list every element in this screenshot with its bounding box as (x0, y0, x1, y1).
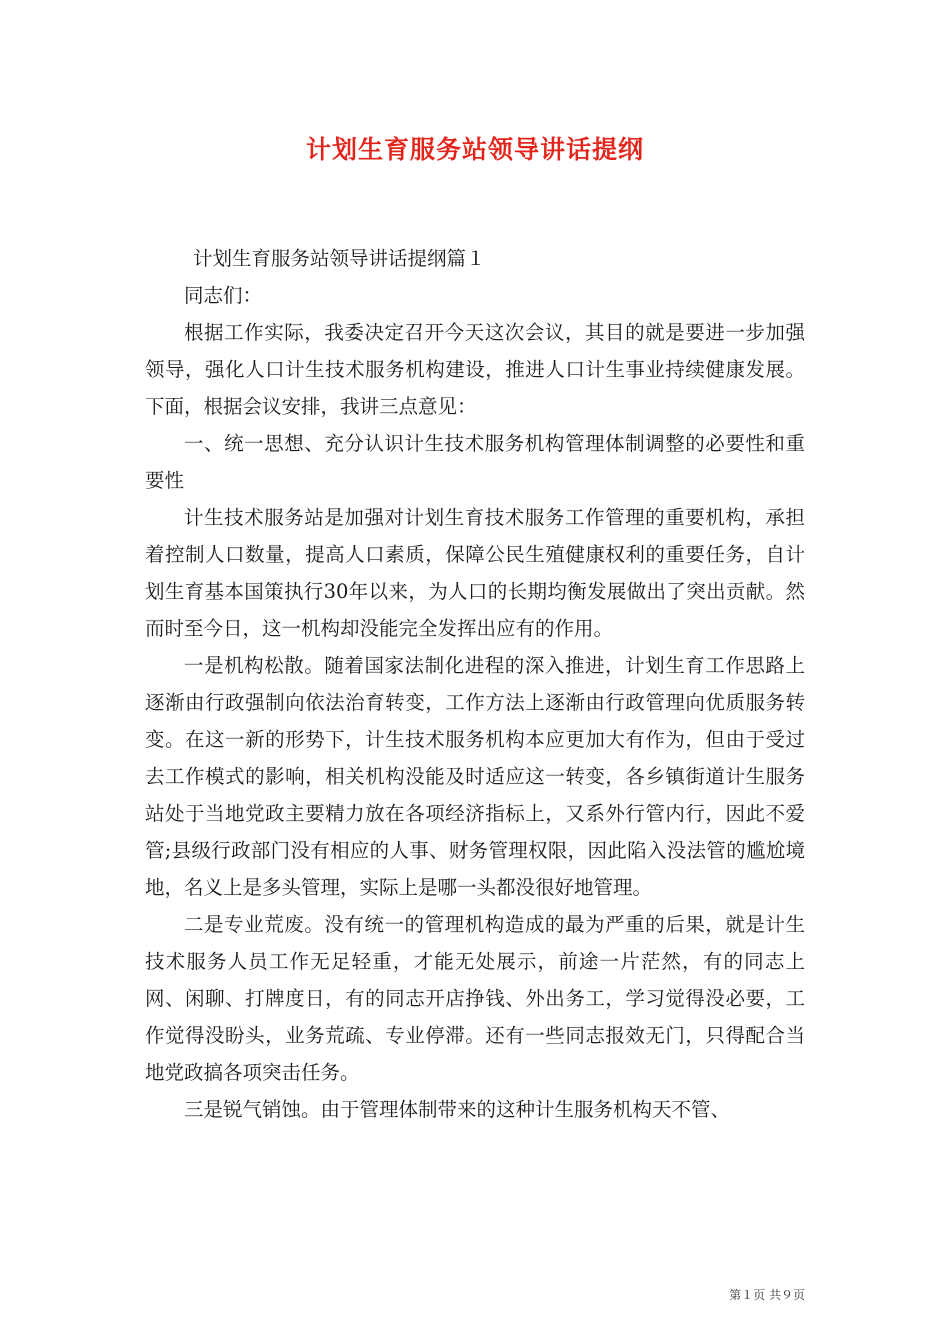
paragraph: 计生技术服务站是加强对计划生育技术服务工作管理的重要机构，承担着控制人口数量，提高人口素质，保障公民生殖健康权利的重要任务，自计划生育基本国策执行30年以来，为人口的长期均衡发展做出了突出贡献。然而时至今日，这一机构却没能完全发挥出应有的作用。 (145, 506, 805, 640)
paragraph: 一是机构松散。随着国家法制化进程的深入推进，计划生育工作思路上逐渐由行政强制向依法治育转变，工作方法上逐渐由行政管理向优质服务转变。在这一新的形势下，计生技术服务机构本应更加大有作为，但由于受过去工作模式的影响，相关机构没能及时适应这一转变，各乡镇街道计生服务站处于当地党政主要精力放在各项经济指标上，又系外行管内行，因此不爱管;县级行政部门没有相应的人事、财务管理权限，因此陷入没法管的尴尬境地，名义上是多头管理，实际上是哪一头都没很好地管理。 (145, 654, 805, 899)
paragraph: 二是专业荒废。没有统一的管理机构造成的最为严重的后果，就是计生技术服务人员工作无足轻重，才能无处展示，前途一片茫然，有的同志上网、闲聊、打牌度日，有的同志开店挣钱、外出务工，学习觉得没必要，工作觉得没盼头，业务荒疏、专业停滞。还有一些同志报效无门，只得配合当地党政搞各项突击任务。 (145, 913, 805, 1084)
section-heading: 一、统一思想、充分认识计生技术服务机构管理体制调整的必要性和重要性 (145, 432, 805, 492)
page-number: 第１页 共９页 (729, 1288, 805, 1302)
document-title: 计划生育服务站领导讲话提纲 (305, 135, 644, 164)
document-body (145, 240, 805, 1128)
salutation: 同志们： (184, 284, 263, 307)
paragraph: 三是锐气销蚀。由于管理体制带来的这种计生服务机构天不管、 (184, 1098, 731, 1121)
section-subtitle: 计划生育服务站领导讲话提纲篇１ (193, 247, 486, 270)
paragraph: 根据工作实际，我委决定召开今天这次会议，其目的就是要进一步加强领导，强化人口计生技术服务机构建设，推进人口计生事业持续健康发展。下面，根据会议安排，我讲三点意见： (145, 321, 805, 418)
